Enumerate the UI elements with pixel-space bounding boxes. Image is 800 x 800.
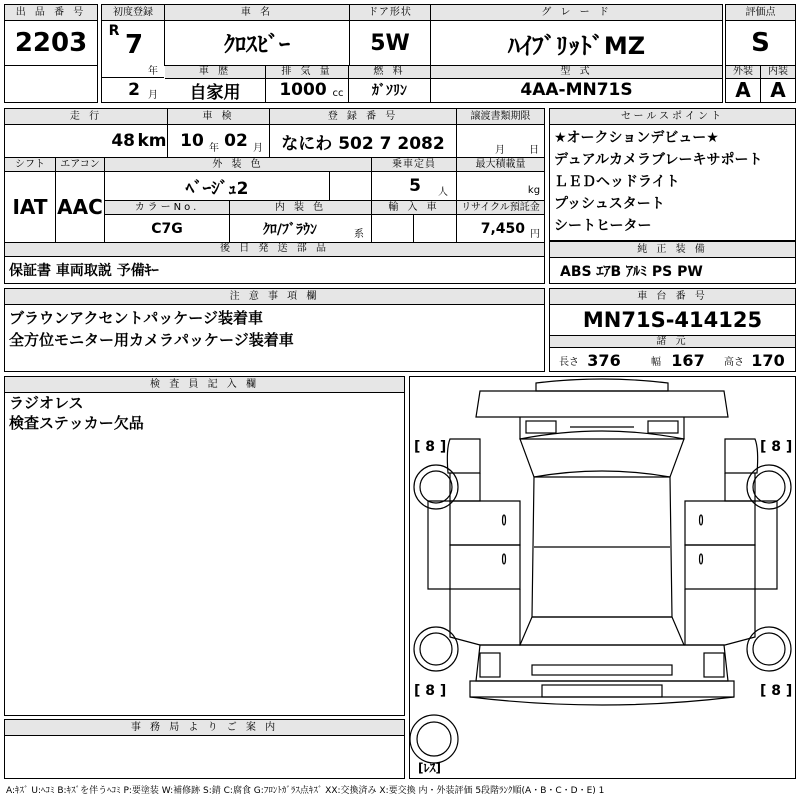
recycle-fee-unit: 円 bbox=[530, 228, 540, 240]
grade-header: グ レ ー ド bbox=[431, 5, 722, 21]
mileage: 48 bbox=[111, 131, 135, 151]
displacement-unit: cc bbox=[332, 87, 344, 99]
notes-box bbox=[4, 288, 545, 372]
sales-points-box bbox=[549, 108, 796, 241]
sales-points-header: セールスポイント bbox=[550, 109, 795, 125]
later-parts-box bbox=[4, 256, 545, 284]
notes-header: 注 意 事 項 欄 bbox=[5, 289, 544, 305]
equipment-header: 純 正 装 備 bbox=[550, 242, 795, 258]
later-parts-header: 後 日 発 送 部 品 bbox=[5, 243, 544, 256]
legend-footer: A:ｷｽﾞ U:ﾍｺﾐ B:ｷｽﾞを伴うﾍｺﾐ P:要塗装 W:補修跡 S:錆 C:腐食 G:ﾌﾛﾝﾄｶﾞﾗｽ点ｷｽﾞ XX:交換済み X:要交換 内・外装評価 5段階ﾗﾝｸ順(A・B・C・D・E) 1 bbox=[6, 786, 605, 796]
exterior-grade: A bbox=[735, 78, 751, 102]
aircon-header: エアコン bbox=[56, 158, 104, 172]
score-box bbox=[725, 4, 796, 103]
interior-color-unit: 系 bbox=[354, 228, 364, 240]
fuel-header: 燃 料 bbox=[349, 66, 430, 79]
transfer-header: 譲渡書類期限 bbox=[457, 109, 544, 125]
chassis-box bbox=[549, 288, 796, 372]
ext-color-header: 外 装 色 bbox=[105, 158, 371, 172]
reg-year-unit: 年 bbox=[148, 65, 158, 77]
registration-number: なにわ 502 7 2082 bbox=[281, 133, 445, 154]
displacement: 1000 bbox=[279, 80, 327, 100]
inspector-box bbox=[4, 376, 405, 716]
reg-month: 2 bbox=[128, 80, 140, 100]
later-parts: 保証書 車両取説 予備ｷｰ bbox=[9, 263, 159, 279]
sales-point-item: ★オークションデビュー★ bbox=[554, 130, 719, 146]
grade: ﾊｲﾌﾞﾘｯﾄﾞMZ bbox=[507, 31, 646, 60]
mileage-header: 走 行 bbox=[5, 109, 167, 125]
fuel-type: ｶﾞｿﾘﾝ bbox=[372, 83, 407, 99]
inspection-month: 02 bbox=[224, 131, 248, 151]
interior-grade: A bbox=[770, 78, 786, 102]
sales-point-item: プッシュスタート bbox=[554, 196, 665, 212]
import-header: 輸 入 車 bbox=[372, 201, 456, 215]
chassis-header: 車 台 番 号 bbox=[550, 289, 795, 305]
inspector-note: ラジオレス bbox=[9, 394, 84, 412]
sales-point-item: デュアルカメラブレーキサポート bbox=[554, 152, 763, 168]
sales-point-item: シートヒーター bbox=[554, 218, 652, 234]
first-reg-header: 初度登録 bbox=[102, 5, 164, 21]
door-header: ドア形状 bbox=[350, 5, 430, 21]
lot-number-box bbox=[4, 4, 98, 103]
exterior-color: ﾍﾞｰｼﾞｭ2 bbox=[185, 178, 249, 199]
recycle-header: リサイクル預託金 bbox=[457, 201, 544, 215]
note-item: ブラウンアクセントパッケージ装着車 bbox=[9, 309, 263, 327]
chassis-number: MN71S-414125 bbox=[582, 308, 763, 332]
transfer-day-unit: 日 bbox=[529, 144, 539, 156]
main-info-box bbox=[101, 4, 723, 103]
era: R bbox=[108, 23, 120, 39]
office-box bbox=[4, 719, 405, 779]
note-item: 全方位モニター用カメラパッケージ装着車 bbox=[9, 331, 294, 349]
tire-front-left-tread: [ 8 ] bbox=[414, 439, 447, 455]
office-header: 事 務 局 よ り ご 案 内 bbox=[5, 720, 404, 736]
reg-month-unit: 月 bbox=[148, 89, 158, 101]
sales-point-item: ＬＥＤヘッドライト bbox=[554, 174, 680, 190]
model-code-header: 型 式 bbox=[431, 66, 722, 79]
history-header: 車 歴 bbox=[165, 66, 265, 79]
height: 170 bbox=[751, 350, 785, 370]
inspection-year-unit: 年 bbox=[209, 142, 219, 154]
inspection-month-unit: 月 bbox=[253, 142, 263, 154]
inspector-header: 検 査 員 記 入 欄 bbox=[5, 377, 404, 393]
exterior-header: 外装 bbox=[726, 66, 760, 79]
overall-score: S bbox=[751, 28, 770, 58]
height-label: 高さ bbox=[724, 356, 744, 368]
car-name-header: 車 名 bbox=[165, 5, 349, 21]
inspector-note: 検査ステッカー欠品 bbox=[9, 414, 144, 432]
length: 376 bbox=[587, 350, 621, 370]
tire-rear-right-tread: [ 8 ] bbox=[760, 683, 793, 699]
interior-header: 内装 bbox=[761, 66, 795, 79]
model-code: 4AA-MN71S bbox=[520, 80, 633, 100]
capacity-unit: 人 bbox=[438, 186, 448, 198]
max-load-unit: kg bbox=[527, 184, 541, 196]
transfer-month-unit: 月 bbox=[495, 144, 505, 156]
color-no-header: カラーNo. bbox=[105, 201, 229, 215]
lot-number: 2203 bbox=[14, 28, 88, 58]
capacity: 5 bbox=[409, 176, 421, 196]
mileage-unit: km bbox=[137, 131, 167, 151]
inspection-year: 10 bbox=[180, 131, 204, 151]
shift-type: IAT bbox=[12, 195, 48, 219]
door-type: 5W bbox=[370, 30, 410, 56]
displacement-header: 排 気 量 bbox=[266, 66, 348, 79]
color-number: C7G bbox=[151, 220, 183, 237]
max-load-header: 最大積載量 bbox=[457, 158, 544, 172]
spare-tire-status: [ﾚｽ] bbox=[418, 761, 441, 775]
reg-no-header: 登 録 番 号 bbox=[270, 109, 456, 125]
score-header: 評価点 bbox=[726, 5, 795, 21]
car-diagram-box bbox=[409, 376, 796, 779]
car-outline-diagram bbox=[410, 377, 795, 778]
vehicle-history: 自家用 bbox=[189, 82, 241, 103]
car-name: ｸﾛｽﾋﾞｰ bbox=[223, 32, 290, 58]
tire-front-right-tread: [ 8 ] bbox=[760, 439, 793, 455]
shift-header: シフト bbox=[5, 158, 55, 172]
equipment-box bbox=[549, 241, 796, 284]
width: 167 bbox=[671, 350, 705, 370]
standard-equipment: ABS ｴｱB ｱﾙﾐ PS PW bbox=[560, 263, 703, 280]
tire-rear-left-tread: [ 8 ] bbox=[414, 683, 447, 699]
aircon-type: AAC bbox=[57, 195, 103, 219]
reg-year: 7 bbox=[124, 30, 144, 60]
capacity-header: 乗車定員 bbox=[372, 158, 456, 172]
length-label: 長さ bbox=[559, 356, 579, 368]
inspection-header: 車 検 bbox=[168, 109, 269, 125]
dims-header: 諸 元 bbox=[550, 336, 795, 348]
int-color-header: 内 装 色 bbox=[230, 201, 371, 215]
width-label: 幅 bbox=[651, 356, 661, 368]
recycle-fee: 7,450 bbox=[480, 220, 525, 237]
details-box bbox=[4, 108, 545, 257]
lot-number-header: 出 品 番 号 bbox=[5, 5, 97, 21]
interior-color: ｸﾛ/ﾌﾞﾗｳﾝ bbox=[262, 221, 318, 238]
